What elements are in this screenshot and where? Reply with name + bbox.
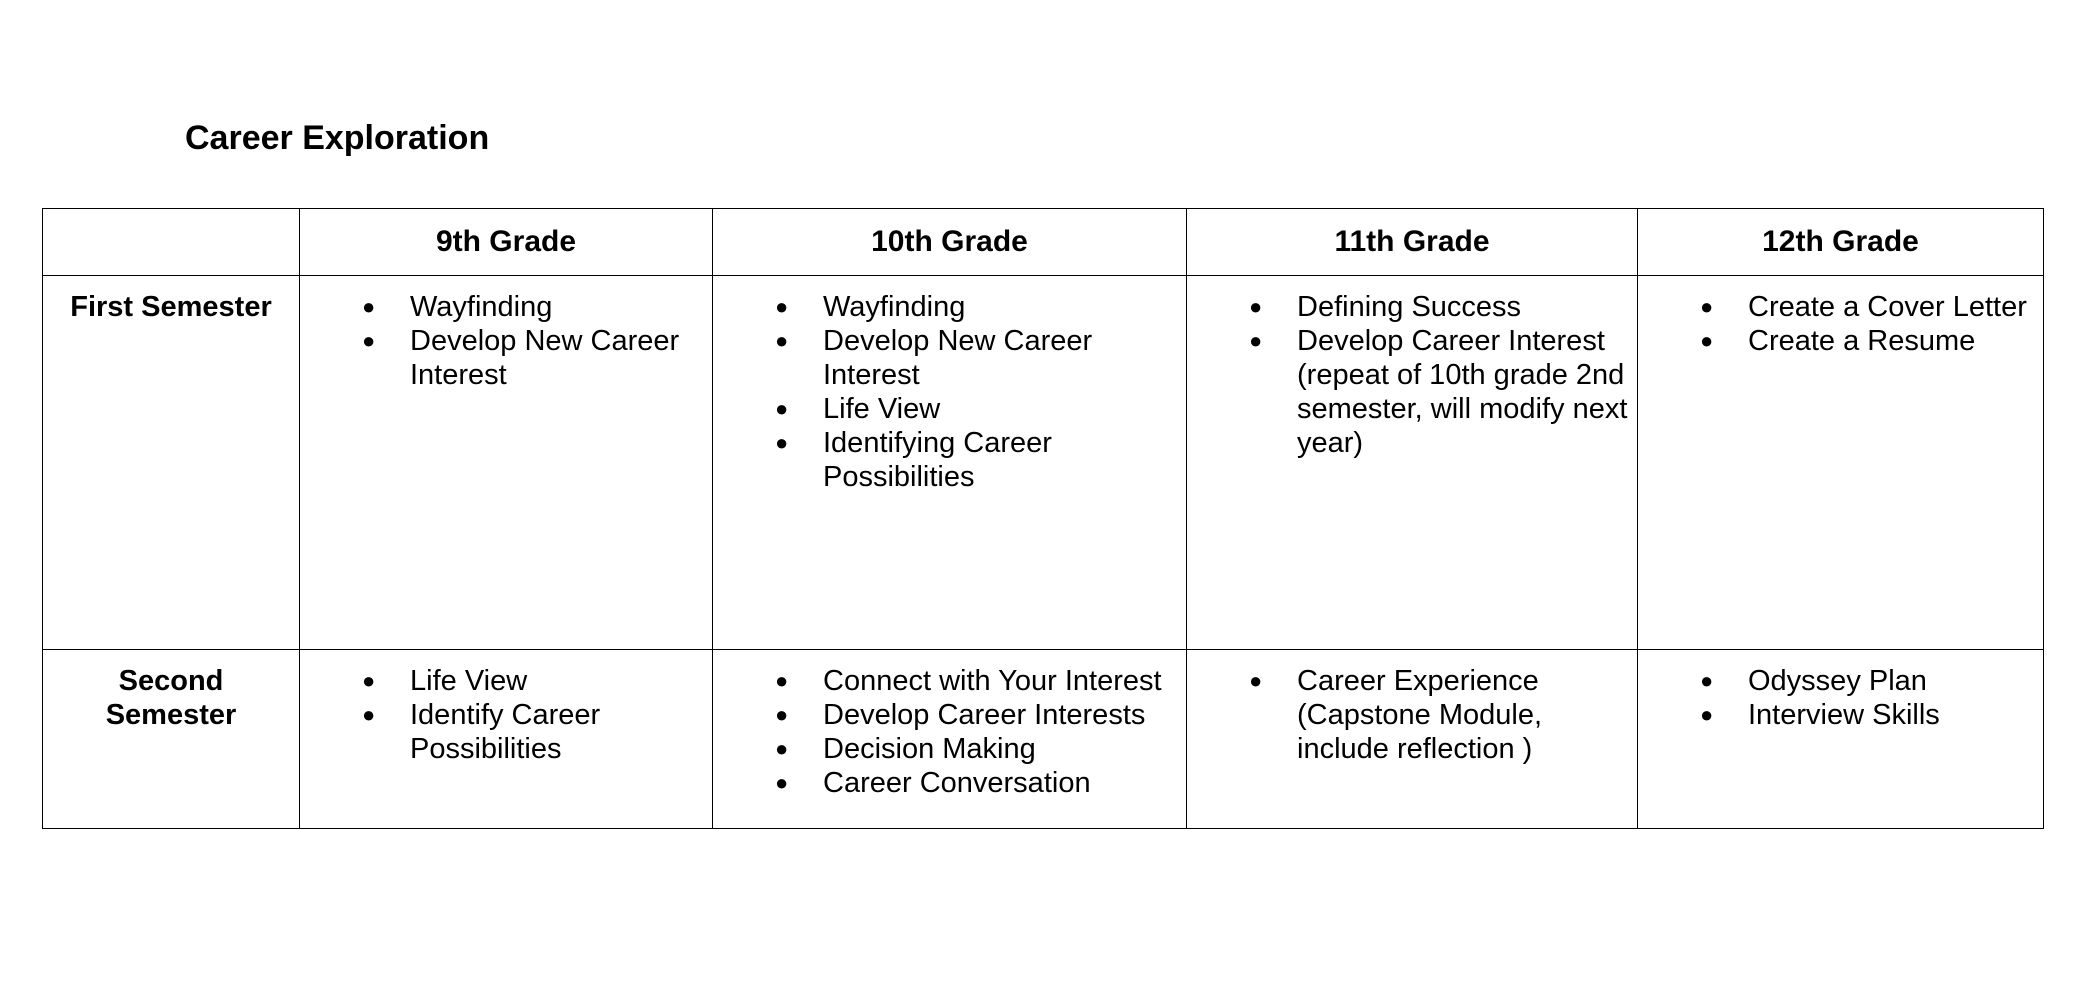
table-row-second-semester	[43, 650, 2044, 829]
list-item: ● Life View	[713, 392, 1186, 426]
list-item: ● Wayfinding	[713, 290, 1186, 324]
bullet-list	[1187, 650, 1637, 766]
cell-first-semester-10th	[713, 276, 1187, 650]
row-label-line: Semester	[105, 699, 237, 731]
list-item: ● Wayfinding	[300, 290, 712, 324]
bullet-list	[1638, 276, 2043, 358]
row-label-second-semester	[43, 650, 300, 829]
bullet-list	[713, 650, 1186, 800]
list-item: ● Life View	[300, 664, 712, 698]
cell-second-semester-9th	[300, 650, 713, 829]
career-exploration-table	[42, 208, 2044, 829]
bullet-list	[1638, 650, 2043, 732]
cell-first-semester-11th	[1187, 276, 1638, 650]
list-item: ● Connect with Your Interest	[713, 664, 1186, 698]
cell-second-semester-11th	[1187, 650, 1638, 829]
cell-first-semester-12th	[1638, 276, 2044, 650]
row-label-line: Second	[118, 665, 224, 697]
list-item: ● Defining Success	[1187, 290, 1637, 324]
row-label-first-semester	[43, 276, 300, 650]
list-item: ● Identifying Career Possibilities	[713, 426, 1186, 494]
list-item: ● Odyssey Plan	[1638, 664, 2043, 698]
cell-second-semester-12th	[1638, 650, 2044, 829]
bullet-list	[1187, 276, 1637, 460]
document-title: Career Exploration	[185, 119, 490, 157]
header-11th-grade: 11th Grade	[1187, 209, 1638, 276]
list-item: ● Develop Career Interests	[713, 698, 1186, 732]
bullet-list	[713, 276, 1186, 494]
cell-first-semester-9th	[300, 276, 713, 650]
table-row-first-semester	[43, 276, 2044, 650]
list-item: ● Develop Career Interest (repeat of 10th grade 2nd semester, will modify next year)	[1187, 324, 1637, 460]
header-row	[43, 209, 2044, 276]
list-item: ● Develop New Career Interest	[300, 324, 712, 392]
list-item: ● Career Conversation	[713, 766, 1186, 800]
bullet-list	[300, 276, 712, 392]
list-item: ● Create a Resume	[1638, 324, 2043, 358]
bullet-list	[300, 650, 712, 766]
list-item: ● Interview Skills	[1638, 698, 2043, 732]
list-item: ● Create a Cover Letter	[1638, 290, 2043, 324]
header-10th-grade: 10th Grade	[713, 209, 1187, 276]
list-item: ● Identify Career Possibilities	[300, 698, 712, 766]
header-9th-grade: 9th Grade	[300, 209, 713, 276]
row-label-line: First Semester	[70, 291, 272, 323]
list-item: ● Develop New Career Interest	[713, 324, 1186, 392]
list-item: ● Career Experience (Capstone Module, include reflection )	[1187, 664, 1637, 766]
header-corner-cell	[43, 209, 300, 276]
header-12th-grade: 12th Grade	[1638, 209, 2044, 276]
list-item: ● Decision Making	[713, 732, 1186, 766]
cell-second-semester-10th	[713, 650, 1187, 829]
